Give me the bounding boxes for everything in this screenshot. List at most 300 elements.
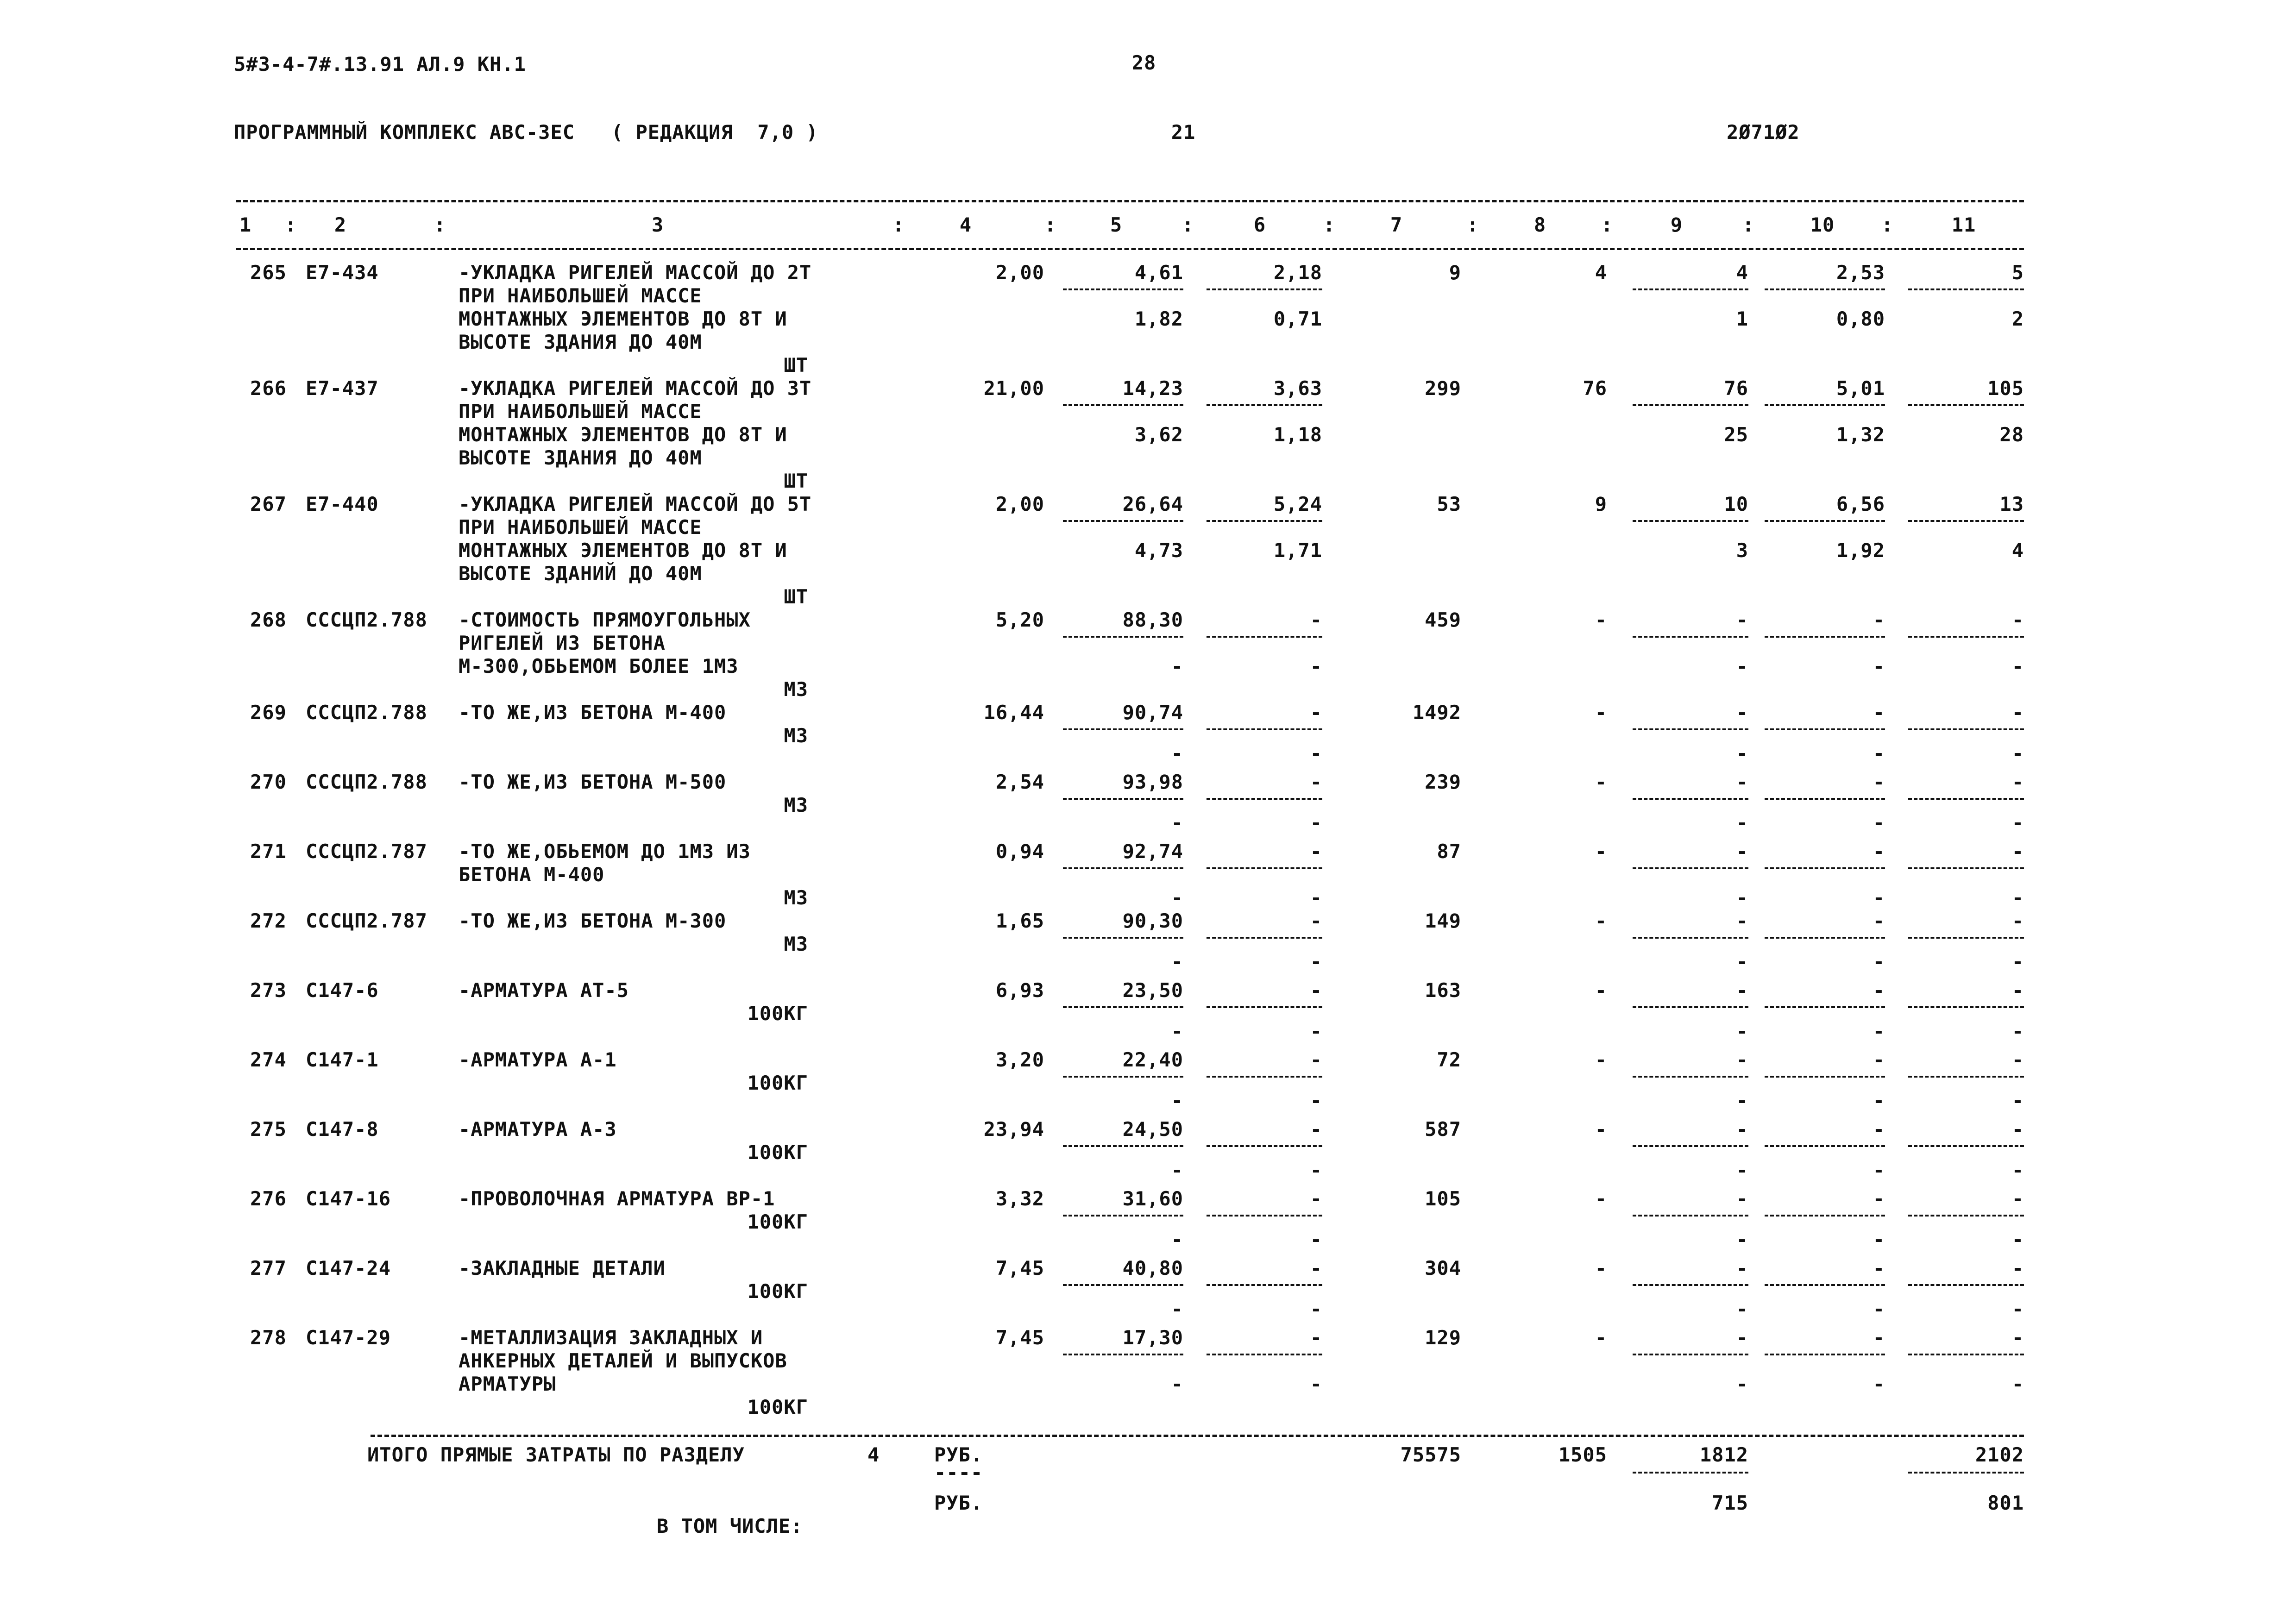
cell-c5: 31,60 xyxy=(1122,1187,1183,1210)
resource-code: Е7-437 xyxy=(306,377,379,400)
cell-c9-second: - xyxy=(1736,742,1748,765)
resource-code: С147-24 xyxy=(306,1257,391,1279)
cell-c7: 9 xyxy=(1449,261,1461,284)
cell-divider xyxy=(1908,520,2024,522)
description-line: АРМАТУРЫ xyxy=(459,1373,556,1395)
resource-code: Е7-440 xyxy=(306,493,379,515)
cell-c6-second: - xyxy=(1310,1020,1322,1042)
cell-c9: - xyxy=(1736,1187,1748,1210)
cell-divider xyxy=(1633,636,1748,638)
cell-c8: - xyxy=(1595,1048,1607,1071)
cell-c10: - xyxy=(1873,840,1885,863)
cell-c5: 93,98 xyxy=(1122,771,1183,793)
cell-c6: 3,63 xyxy=(1273,377,1322,400)
row-number: 265 xyxy=(250,261,287,284)
cell-c7: 239 xyxy=(1425,771,1461,793)
totals-unit-rule: ---- xyxy=(934,1461,983,1484)
cell-c6: 5,24 xyxy=(1273,493,1322,515)
cell-c9: - xyxy=(1736,1257,1748,1279)
cell-divider xyxy=(1207,1284,1322,1286)
description-line: ВЫСОТЕ ЗДАНИЯ ДО 40М xyxy=(459,446,702,469)
column-header-cell: : xyxy=(1742,213,1755,236)
row-number: 276 xyxy=(250,1187,287,1210)
description-line: МОНТАЖНЫХ ЭЛЕМЕНТОВ ДО 8Т И xyxy=(459,423,787,446)
row-number: 270 xyxy=(250,771,287,793)
column-header-cell: 3 xyxy=(651,213,664,236)
cell-c9: - xyxy=(1736,771,1748,793)
cell-c11-second: 28 xyxy=(1999,423,2024,446)
cell-c4: 3,32 xyxy=(995,1187,1044,1210)
cell-c7: 105 xyxy=(1425,1187,1461,1210)
cell-c9-second: - xyxy=(1736,655,1748,677)
cell-c6: - xyxy=(1310,1326,1322,1349)
cell-c9: - xyxy=(1736,840,1748,863)
cell-divider xyxy=(1207,728,1322,730)
row-number: 269 xyxy=(250,701,287,724)
unit: М3 xyxy=(784,678,808,701)
row-number: 274 xyxy=(250,1048,287,1071)
cell-divider xyxy=(1207,636,1322,638)
cell-c9-second: - xyxy=(1736,1159,1748,1181)
description-line: -ТО ЖЕ,ОБЬЕМОМ ДО 1М3 ИЗ xyxy=(459,840,751,863)
unit: М3 xyxy=(784,886,808,909)
cell-divider xyxy=(1908,288,2024,290)
description-line: ПРИ НАИБОЛЬШЕЙ МАССЕ xyxy=(459,400,702,423)
resource-code: СССЦП2.788 xyxy=(306,701,427,724)
totals-col11: 2102 xyxy=(1975,1443,2024,1466)
cell-c9: - xyxy=(1736,1326,1748,1349)
cell-divider xyxy=(1633,520,1748,522)
totals-unit-second: РУБ. xyxy=(934,1492,983,1514)
cell-divider xyxy=(1765,1284,1885,1286)
cell-c4: 21,00 xyxy=(983,377,1044,400)
cell-divider xyxy=(1207,288,1322,290)
resource-code: Е7-434 xyxy=(306,261,379,284)
unit: ШТ xyxy=(784,354,808,376)
cell-divider xyxy=(1633,937,1748,939)
cell-c5-second: - xyxy=(1171,1228,1183,1251)
cell-divider xyxy=(1633,1215,1748,1216)
totals-col9-rule xyxy=(1633,1472,1748,1474)
description-line: ВЫСОТЕ ЗДАНИЯ ДО 40М xyxy=(459,331,702,353)
cell-c8: 4 xyxy=(1595,261,1607,284)
description-line: -АРМАТУРА АТ-5 xyxy=(459,979,629,1002)
description-line: ПРИ НАИБОЛЬШЕЙ МАССЕ xyxy=(459,284,702,307)
cell-c7: 149 xyxy=(1425,909,1461,932)
cell-c5: 17,30 xyxy=(1122,1326,1183,1349)
cell-c5: 92,74 xyxy=(1122,840,1183,863)
cell-divider xyxy=(1765,1006,1885,1008)
cell-divider xyxy=(1063,288,1183,290)
cell-c10: 6,56 xyxy=(1836,493,1885,515)
table-top-rule xyxy=(236,200,2024,202)
cell-c9-second: - xyxy=(1736,1020,1748,1042)
column-header-cell: : xyxy=(1466,213,1479,236)
cell-c9: - xyxy=(1736,979,1748,1002)
cell-c6-second: - xyxy=(1310,1373,1322,1395)
cell-divider xyxy=(1063,1076,1183,1078)
unit: 100КГ xyxy=(747,1396,808,1418)
cell-c10-second: - xyxy=(1873,655,1885,677)
cell-c6: - xyxy=(1310,1118,1322,1141)
page-number: 28 xyxy=(1131,51,1156,74)
cell-c5-second: - xyxy=(1171,742,1183,765)
totals-unit: РУБ. xyxy=(934,1443,983,1466)
column-header-cell: : xyxy=(284,213,297,236)
cell-c6-second: - xyxy=(1310,1228,1322,1251)
cell-c11-second: - xyxy=(2011,1373,2024,1395)
cell-c10-second: - xyxy=(1873,950,1885,973)
cell-c5-second: - xyxy=(1171,811,1183,834)
cell-divider xyxy=(1063,937,1183,939)
totals-col11-rule xyxy=(1908,1472,2024,1474)
cell-c5-second: - xyxy=(1171,655,1183,677)
cell-c9-second: 1 xyxy=(1736,307,1748,330)
cell-divider xyxy=(1633,1006,1748,1008)
description-line: РИГЕЛЕЙ ИЗ БЕТОНА xyxy=(459,632,666,654)
cell-divider xyxy=(1207,798,1322,800)
cell-c11-second: - xyxy=(2011,1089,2024,1112)
cell-c10-second: - xyxy=(1873,1020,1885,1042)
cell-c10-second: - xyxy=(1873,811,1885,834)
cell-divider xyxy=(1908,1354,2024,1355)
cell-c5-second: 1,82 xyxy=(1134,307,1183,330)
cell-c6: - xyxy=(1310,979,1322,1002)
cell-c9: - xyxy=(1736,909,1748,932)
cell-divider xyxy=(1207,1354,1322,1355)
cell-divider xyxy=(1633,1354,1748,1355)
cell-c10-second: - xyxy=(1873,886,1885,909)
cell-c5: 40,80 xyxy=(1122,1257,1183,1279)
cell-c4: 2,54 xyxy=(995,771,1044,793)
cell-divider xyxy=(1633,1145,1748,1147)
cell-c5-second: - xyxy=(1171,886,1183,909)
cell-divider xyxy=(1765,636,1885,638)
column-header-cell: : xyxy=(1323,213,1336,236)
cell-divider xyxy=(1765,1145,1885,1147)
totals-section: 4 xyxy=(867,1443,880,1466)
cell-c5-second: - xyxy=(1171,1159,1183,1181)
cell-c10: - xyxy=(1873,608,1885,631)
cell-c5: 90,30 xyxy=(1122,909,1183,932)
cell-c11: - xyxy=(2011,1118,2024,1141)
column-header-cell: : xyxy=(1044,213,1057,236)
cell-c9: - xyxy=(1736,701,1748,724)
cell-c9-second: 3 xyxy=(1736,539,1748,562)
doc-code: 5#3-4-7#.13.91 АЛ.9 КН.1 xyxy=(234,53,526,75)
cell-c8: 76 xyxy=(1583,377,1607,400)
row-number: 266 xyxy=(250,377,287,400)
resource-code: С147-6 xyxy=(306,979,379,1002)
cell-c8: - xyxy=(1595,608,1607,631)
cell-c10-second: 0,80 xyxy=(1836,307,1885,330)
column-header-cell: : xyxy=(1181,213,1194,236)
description-line: -АРМАТУРА А-1 xyxy=(459,1048,617,1071)
cell-divider xyxy=(1207,867,1322,869)
cell-c11: - xyxy=(2011,701,2024,724)
cell-c10: - xyxy=(1873,771,1885,793)
cell-c9: - xyxy=(1736,1118,1748,1141)
cell-c6-second: - xyxy=(1310,886,1322,909)
cell-divider xyxy=(1063,636,1183,638)
cell-c6: - xyxy=(1310,909,1322,932)
cell-c11: - xyxy=(2011,1257,2024,1279)
cell-c10-second: 1,92 xyxy=(1836,539,1885,562)
cell-divider xyxy=(1063,404,1183,406)
cell-c6-second: 0,71 xyxy=(1273,307,1322,330)
resource-code: СССЦП2.787 xyxy=(306,840,427,863)
description-line: ВЫСОТЕ ЗДАНИЙ ДО 40М xyxy=(459,562,702,585)
cell-c7: 72 xyxy=(1437,1048,1461,1071)
column-header-cell: : xyxy=(1601,213,1614,236)
cell-c6: - xyxy=(1310,1257,1322,1279)
cell-divider xyxy=(1207,520,1322,522)
cell-c5: 90,74 xyxy=(1122,701,1183,724)
cell-divider xyxy=(1908,728,2024,730)
cell-divider xyxy=(1908,798,2024,800)
cell-divider xyxy=(1633,1284,1748,1286)
cell-c8: 9 xyxy=(1595,493,1607,515)
cell-divider xyxy=(1207,1076,1322,1078)
description-line: -УКЛАДКА РИГЕЛЕЙ МАССОЙ ДО 3Т xyxy=(459,377,812,400)
totals-col9: 1812 xyxy=(1699,1443,1748,1466)
cell-divider xyxy=(1063,1006,1183,1008)
cell-c4: 16,44 xyxy=(983,701,1044,724)
cell-divider xyxy=(1063,728,1183,730)
cell-c11: - xyxy=(2011,909,2024,932)
column-header-cell: : xyxy=(434,213,446,236)
cell-divider xyxy=(1063,867,1183,869)
cell-divider xyxy=(1063,520,1183,522)
cell-c11-second: - xyxy=(2011,1020,2024,1042)
cell-c11-second: - xyxy=(2011,655,2024,677)
unit: 100КГ xyxy=(747,1002,808,1025)
cell-c11-second: - xyxy=(2011,742,2024,765)
description-line: ПРИ НАИБОЛЬШЕЙ МАССЕ xyxy=(459,516,702,539)
cell-c11-second: - xyxy=(2011,1159,2024,1181)
cell-c9-second: 25 xyxy=(1724,423,1748,446)
cell-c6-second: - xyxy=(1310,1159,1322,1181)
cell-c10: - xyxy=(1873,979,1885,1002)
resource-code: С147-1 xyxy=(306,1048,379,1071)
cell-c10: - xyxy=(1873,1187,1885,1210)
cell-divider xyxy=(1908,1145,2024,1147)
cell-c7: 304 xyxy=(1425,1257,1461,1279)
description-line: -ТО ЖЕ,ИЗ БЕТОНА М-400 xyxy=(459,701,727,724)
unit: 100КГ xyxy=(747,1141,808,1164)
cell-c9: 76 xyxy=(1724,377,1748,400)
cell-c6-second: - xyxy=(1310,655,1322,677)
cell-c7: 1492 xyxy=(1412,701,1461,724)
cell-divider xyxy=(1633,404,1748,406)
cell-c10-second: - xyxy=(1873,1089,1885,1112)
cell-c10: - xyxy=(1873,909,1885,932)
including-label: В ТОМ ЧИСЛЕ: xyxy=(657,1515,803,1537)
cell-c4: 2,00 xyxy=(995,493,1044,515)
cell-c9-second: - xyxy=(1736,950,1748,973)
cell-c11-second: 4 xyxy=(2011,539,2024,562)
description-line: АНКЕРНЫХ ДЕТАЛЕЙ И ВЫПУСКОВ xyxy=(459,1349,787,1372)
cell-divider xyxy=(1908,1215,2024,1216)
cell-c6-second: - xyxy=(1310,811,1322,834)
totals-label: ИТОГО ПРЯМЫЕ ЗАТРАТЫ ПО РАЗДЕЛУ xyxy=(367,1443,745,1466)
cell-divider xyxy=(1765,1354,1885,1355)
cell-c5: 26,64 xyxy=(1122,493,1183,515)
cell-divider xyxy=(1765,1215,1885,1216)
cell-divider xyxy=(1765,937,1885,939)
cell-c11: - xyxy=(2011,1048,2024,1071)
cell-divider xyxy=(1765,728,1885,730)
totals-col7: 75575 xyxy=(1400,1443,1461,1466)
unit: М3 xyxy=(784,794,808,816)
cell-c6-second: - xyxy=(1310,950,1322,973)
cell-c7: 459 xyxy=(1425,608,1461,631)
cell-c8: - xyxy=(1595,1257,1607,1279)
cell-c11: - xyxy=(2011,771,2024,793)
cell-c7: 129 xyxy=(1425,1326,1461,1349)
column-header-cell: 8 xyxy=(1533,213,1546,236)
cell-divider xyxy=(1765,288,1885,290)
cell-divider xyxy=(1633,798,1748,800)
document-code: 2Ø71Ø2 xyxy=(1727,121,1800,144)
cell-c10: 5,01 xyxy=(1836,377,1885,400)
unit: М3 xyxy=(784,724,808,747)
cell-c5-second: 3,62 xyxy=(1134,423,1183,446)
cell-c8: - xyxy=(1595,1187,1607,1210)
cell-c5: 14,23 xyxy=(1122,377,1183,400)
cell-c8: - xyxy=(1595,771,1607,793)
cell-c9-second: - xyxy=(1736,886,1748,909)
cell-c11-second: - xyxy=(2011,950,2024,973)
cell-c5: 24,50 xyxy=(1122,1118,1183,1141)
resource-code: СССЦП2.787 xyxy=(306,909,427,932)
cell-c7: 163 xyxy=(1425,979,1461,1002)
unit: М3 xyxy=(784,933,808,955)
cell-divider xyxy=(1063,798,1183,800)
cell-c5: 23,50 xyxy=(1122,979,1183,1002)
cell-c10: - xyxy=(1873,1118,1885,1141)
cell-c11-second: - xyxy=(2011,1228,2024,1251)
cell-c4: 1,65 xyxy=(995,909,1044,932)
cell-divider xyxy=(1908,636,2024,638)
column-header-cell: 1 xyxy=(239,213,252,236)
resource-code: СССЦП2.788 xyxy=(306,771,427,793)
cell-divider xyxy=(1765,520,1885,522)
column-header-cell: : xyxy=(1881,213,1894,236)
unit: 100КГ xyxy=(747,1072,808,1094)
cell-c4: 6,93 xyxy=(995,979,1044,1002)
description-line: -УКЛАДКА РИГЕЛЕЙ МАССОЙ ДО 5Т xyxy=(459,493,812,515)
description-line: -ПРОВОЛОЧНАЯ АРМАТУРА ВР-1 xyxy=(459,1187,775,1210)
cell-c6-second: - xyxy=(1310,1089,1322,1112)
cell-c4: 7,45 xyxy=(995,1326,1044,1349)
description-line: -ТО ЖЕ,ИЗ БЕТОНА М-500 xyxy=(459,771,727,793)
cell-c9-second: - xyxy=(1736,811,1748,834)
cell-divider xyxy=(1207,1145,1322,1147)
cell-c11: 105 xyxy=(1987,377,2024,400)
column-header-cell: 2 xyxy=(334,213,347,236)
cell-divider xyxy=(1633,1076,1748,1078)
cell-c4: 0,94 xyxy=(995,840,1044,863)
cell-c5: 4,61 xyxy=(1134,261,1183,284)
cell-divider xyxy=(1908,404,2024,406)
resource-code: С147-29 xyxy=(306,1326,391,1349)
cell-divider xyxy=(1908,1284,2024,1286)
cell-c11-second: - xyxy=(2011,811,2024,834)
row-number: 272 xyxy=(250,909,287,932)
cell-c5: 88,30 xyxy=(1122,608,1183,631)
cell-divider xyxy=(1207,404,1322,406)
cell-c6: 2,18 xyxy=(1273,261,1322,284)
cell-c11-second: 2 xyxy=(2011,307,2024,330)
cell-c9: 10 xyxy=(1724,493,1748,515)
cell-divider xyxy=(1633,867,1748,869)
resource-code: С147-16 xyxy=(306,1187,391,1210)
cell-divider xyxy=(1207,1215,1322,1216)
cell-divider xyxy=(1908,867,2024,869)
cell-c6: - xyxy=(1310,1187,1322,1210)
cell-c6: - xyxy=(1310,840,1322,863)
cell-divider xyxy=(1765,867,1885,869)
cell-divider xyxy=(1063,1215,1183,1216)
cell-c8: - xyxy=(1595,1326,1607,1349)
row-number: 278 xyxy=(250,1326,287,1349)
cell-c8: - xyxy=(1595,701,1607,724)
cell-c5: 22,40 xyxy=(1122,1048,1183,1071)
description-line: -УКЛАДКА РИГЕЛЕЙ МАССОЙ ДО 2Т xyxy=(459,261,812,284)
column-header-cell: 7 xyxy=(1390,213,1403,236)
cell-divider xyxy=(1063,1284,1183,1286)
row-number: 268 xyxy=(250,608,287,631)
resource-code: С147-8 xyxy=(306,1118,379,1141)
cell-c11: 5 xyxy=(2011,261,2024,284)
cell-c11: 13 xyxy=(1999,493,2024,515)
unit: 100КГ xyxy=(747,1280,808,1303)
description-line: БЕТОНА М-400 xyxy=(459,863,605,886)
cell-c5-second: - xyxy=(1171,950,1183,973)
cell-c6-second: 1,71 xyxy=(1273,539,1322,562)
row-number: 277 xyxy=(250,1257,287,1279)
description-line: МОНТАЖНЫХ ЭЛЕМЕНТОВ ДО 8Т И xyxy=(459,539,787,562)
description-line: -ТО ЖЕ,ИЗ БЕТОНА М-300 xyxy=(459,909,727,932)
column-header-cell: 6 xyxy=(1253,213,1266,236)
cell-c6: - xyxy=(1310,701,1322,724)
column-header-cell: 11 xyxy=(1951,213,1976,236)
cell-c10: 2,53 xyxy=(1836,261,1885,284)
cell-c10-second: - xyxy=(1873,1228,1885,1251)
cell-c10-second: - xyxy=(1873,1298,1885,1320)
cell-c11: - xyxy=(2011,1187,2024,1210)
cell-divider xyxy=(1765,1076,1885,1078)
description-line: -АРМАТУРА А-3 xyxy=(459,1118,617,1141)
cell-c6-second: - xyxy=(1310,1298,1322,1320)
cell-c10-second: 1,32 xyxy=(1836,423,1885,446)
cell-divider xyxy=(1908,1006,2024,1008)
row-number: 271 xyxy=(250,840,287,863)
totals-col8: 1505 xyxy=(1558,1443,1607,1466)
cell-c6: - xyxy=(1310,608,1322,631)
cell-c11-second: - xyxy=(2011,1298,2024,1320)
cell-c5-second: - xyxy=(1171,1373,1183,1395)
cell-c8: - xyxy=(1595,840,1607,863)
cell-c8: - xyxy=(1595,979,1607,1002)
cell-c6-second: - xyxy=(1310,742,1322,765)
cell-c8: - xyxy=(1595,1118,1607,1141)
row-number: 275 xyxy=(250,1118,287,1141)
cell-c4: 3,20 xyxy=(995,1048,1044,1071)
cell-divider xyxy=(1765,404,1885,406)
cell-divider xyxy=(1207,937,1322,939)
